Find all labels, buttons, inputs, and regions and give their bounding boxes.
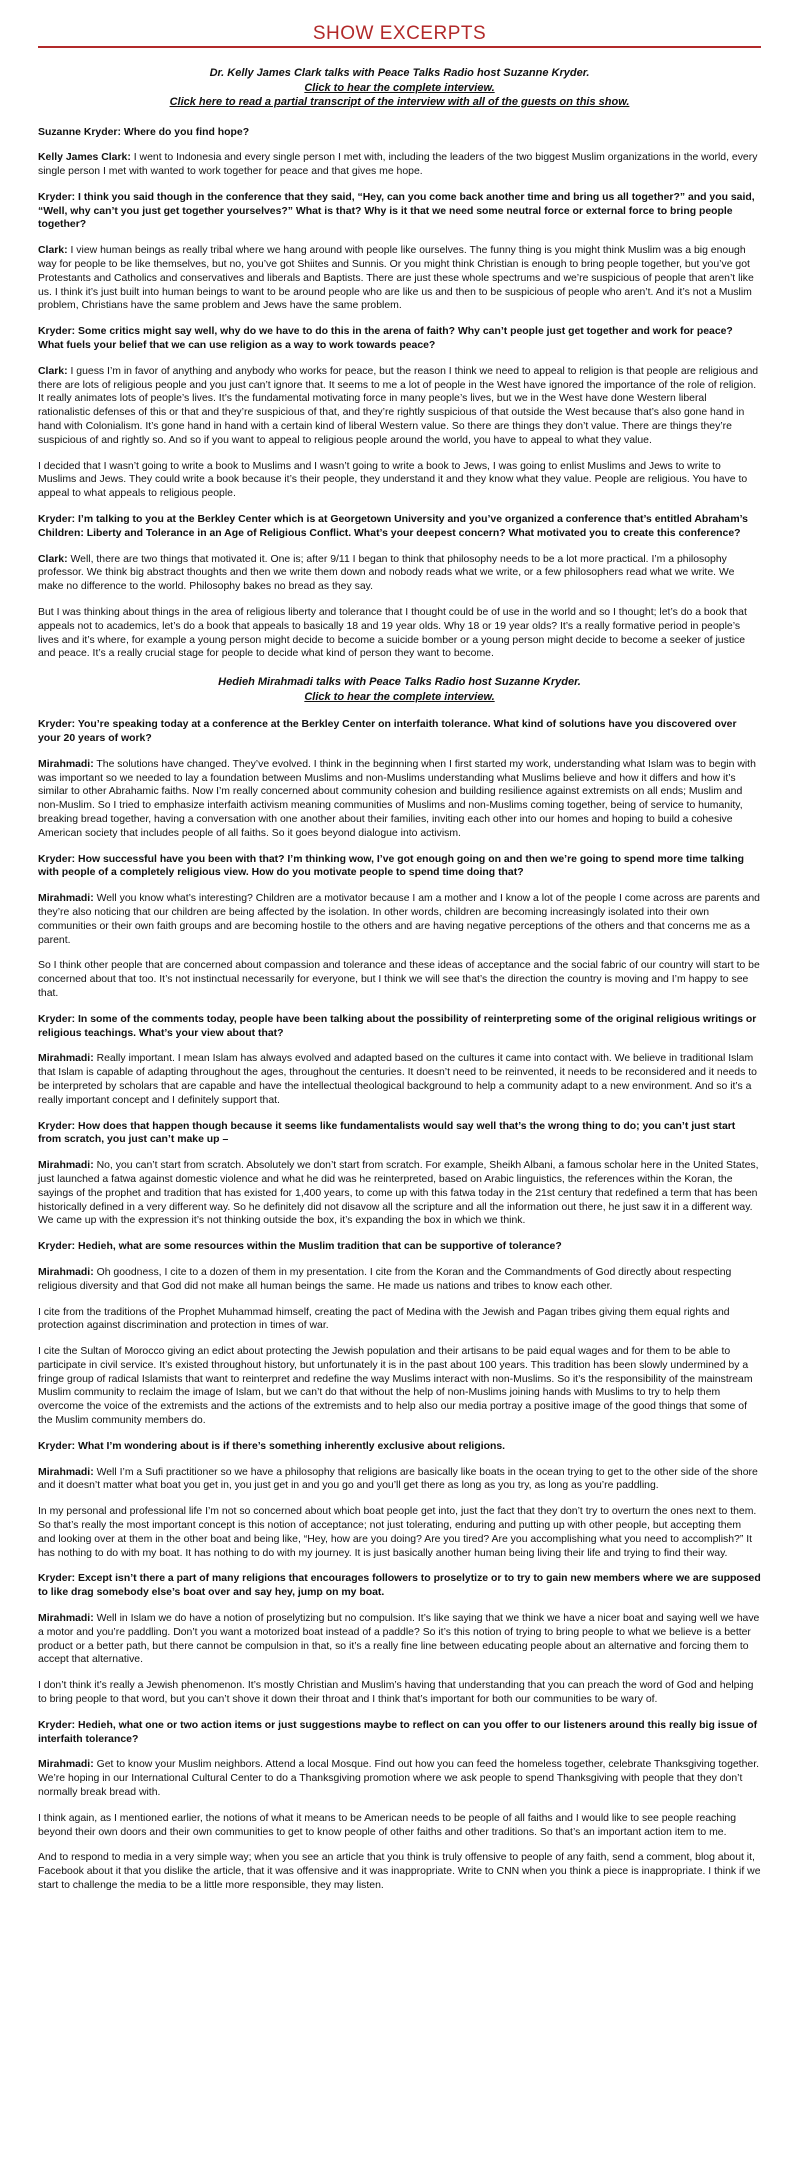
paragraph-text: I guess I’m in favor of anything and anybody who works for peace, but the reason I think we need to appeal to religion is that people are religious and there are lots of religious people and you just can’t ignore that. It seems to me a lot of people in the West have ignored the importance of the role of religion. It really animates lots of people’s lives. It’s the fundamental motivating force in many people’s lives, but we in the West have done Western liberal rationalistic defenses of this or that and they’re suspicious of that, and they’re rightly suspicious of that outside the West because that’s also gone hand in hand with Colonialism. It’s gone hand in hand with a certain kind of liberal Western value. So there are things they don’t value. There are things they’re suspicious of and rightly so. And so if you want to appeal to religious people around the world, you have to appeal to what they value. <box>38 365 759 446</box>
paragraph-text: In my personal and professional life I’m not so concerned about which boat people get into, just the fact that they don’t try to overturn the ones next to them. So that’s really the most important concept is this notion of acceptance; not just tolerating, enduring and putting up with other people, but accepting them and looking over at them in the other boat and being like, “Hey, how are you doing? Are you tired? Are you accomplishing what you need to accomplish?” It has nothing to do with my boat. It has nothing to do with my journey. It is just basically another human being living their life and trying to find their way. <box>38 1506 757 1559</box>
section2-heading: Hedieh Mirahmadi talks with Peace Talks Radio host Suzanne Kryder. <box>218 676 581 689</box>
paragraph-text: The solutions have changed. They’ve evolved. I think in the beginning when I first started my work, understanding what Islam was to begin with was important so we needed to lay a foundation between Muslims and non-Muslims understanding what Muslims believe and how it differs and how it’s similar to other Abrahamic faiths. Now I’m really concerned about community cohesion and building resilience against extremists on all ends; Muslim and non-Muslim. So I tried to emphasize interfaith activism meaning communities of Muslims and non-Muslims coming together, being of service to humanity, breaking bread together, having a conversation with one another about their families, inviting each other into our homes and hoping to build a cohesive American society that includes people of all faiths. So it goes beyond dialogue into activism. <box>38 758 756 839</box>
paragraph-text: No, you can’t start from scratch. Absolutely we don’t start from scratch. For example, Sheikh Albani, a famous scholar here in the United States, just launched a fatwa against domestic violence and what he did was he reinterpreted, based on Arabic linguistics, the references within the Koran, the sayings of the prophet and tradition that has existed for 1,400 years, to come up with this fatwa today in the 21st century that redefined a term that has been historically defined in a very different way. So he definitely did not disavow all the scripture and all the information out there, he just saw it in a different way. We came up with the expression it’s not thinking outside the box, it’s expanding the box in which we think. <box>38 1160 759 1227</box>
speaker-label: Clark: <box>38 245 68 257</box>
title-divider <box>38 46 761 48</box>
answer-paragraph <box>38 1851 761 1892</box>
paragraph-text: In some of the comments today, people have been talking about the possibility of reinterpreting some of the original religious writings or religious teachings. What’s your view about that? <box>38 1013 757 1039</box>
speaker-label: Mirahmadi: <box>38 1759 94 1771</box>
section1-heading: Dr. Kelly James Clark talks with Peace Talks Radio host Suzanne Kryder. <box>209 67 590 79</box>
header <box>38 0 761 48</box>
transcript-link[interactable]: Click here to read a partial transcript of the interview with all of the guests on this show. <box>169 96 630 108</box>
answer-paragraph <box>38 758 761 841</box>
paragraph-text: How does that happen though because it seems like fundamentalists would say well that’s the wrong thing to do; you can’t just start from scratch, you just can’t make up – <box>38 1120 736 1146</box>
speaker-label: Kryder: <box>38 1719 76 1731</box>
speaker-label: Clark: <box>38 365 68 377</box>
answer-paragraph <box>38 151 761 179</box>
answer-paragraph <box>38 460 761 501</box>
speaker-label: Kryder: <box>38 1440 76 1452</box>
speaker-label: Kryder: <box>38 719 76 731</box>
paragraph-text: Except isn’t there a part of many religions that encourages followers to proselytize or to try to gain new members where we are supposed to like drag somebody else’s boat over and say hey, jump on my boat. <box>38 1573 761 1599</box>
speaker-label: Mirahmadi: <box>38 1466 94 1478</box>
answer-paragraph <box>38 1758 761 1799</box>
answer-paragraph <box>38 959 761 1000</box>
page-title: SHOW EXCERPTS <box>312 23 487 44</box>
answer-paragraph <box>38 1306 761 1334</box>
paragraph-text: Some critics might say well, why do we have to do this in the arena of faith? Why can’t people just get together and work for peace? What fuels your belief that we can use religion as a way to work towards peace? <box>38 326 733 352</box>
speaker-label: Kryder: <box>38 1120 76 1132</box>
paragraph-text: So I think other people that are concerned about compassion and tolerance and these ideas of acceptance and the social fabric of our country will start to be concerned about that too. It’s not instinctual necessarily for everyone, but I think we will see that’s the direction the country is moving and I’m happy to see that. <box>38 960 760 999</box>
question-paragraph <box>38 1013 761 1041</box>
paragraph-text: Oh goodness, I cite to a dozen of them in my presentation. I cite from the Koran and the Commandments of God directly about respecting religious diversity and that God did not make all human beings the same. He made us nations and tribes to know each other. <box>38 1266 732 1292</box>
paragraph-text: Well I’m a Sufi practitioner so we have a philosophy that religions are basically like boats in the ocean trying to get to the other side of the shore and it doesn’t matter what boat you get in, you just get in and you go and you’ll get there as long as you try, as long as you’re paddling. <box>38 1466 758 1492</box>
paragraph-text: I went to Indonesia and every single person I met with, including the leaders of the two biggest Muslim organizations in the world, every single person I met with wanted to work together for peace and that gives me hope. <box>38 152 758 178</box>
speaker-label: Mirahmadi: <box>38 1053 94 1065</box>
answer-paragraph <box>38 1266 761 1294</box>
speaker-label: Kelly James Clark: <box>38 152 131 164</box>
question-paragraph <box>38 126 761 140</box>
paragraph-text: Get to know your Muslim neighbors. Attend a local Mosque. Find out how you can feed the homeless together, celebrate Thanksgiving together. We’re hoping in our International Cultural Center to do a Thanksgiving promotion where we ask people to spend Thanksgiving with people that they don’t normally break bread with. <box>38 1759 759 1799</box>
paragraph-text: But I was thinking about things in the area of religious liberty and tolerance that I thought could be of use in the world and so I thought; let’s do a book that appeals not to academics, let’s do a book that appeals to basically 18 and 19 year olds. Why 18 or 19 year olds? It’s a really formative period in people’s lives and it’s where, for example a young person might decide to become a suicide bomber or a young person might decide to become a seeker of justice and peace. It’s a really crucial stage for people to decide what kind of person they want to become. <box>38 607 747 660</box>
paragraph-text: I’m talking to you at the Berkley Center which is at Georgetown University and you’ve organized a conference that’s entitled Abraham’s Children: Liberty and Tolerance in an Age of Religious Conflict. What’s your deepest concern? What motivated you to create this conference? <box>38 514 748 539</box>
paragraph-text: You’re speaking today at a conference at the Berkley Center on interfaith tolerance. What kind of solutions have you discovered over your 20 years of work? <box>38 719 737 744</box>
speaker-label: Mirahmadi: <box>38 893 94 905</box>
answer-paragraph <box>38 892 761 947</box>
answer-paragraph <box>38 1466 761 1494</box>
answer-paragraph <box>38 1159 761 1228</box>
paragraph-text: Well you know what’s interesting? Children are a motivator because I am a mother and I know a lot of the people I come across are parents and they’re also noticing that our children are being affected by the isolation. In other words, children are becoming increasingly isolated into their own communities or their own faith groups and are becoming hostile to the others and are having negative perceptions of the others and that concerns me as a parent. <box>38 893 760 946</box>
speaker-label: Mirahmadi: <box>38 758 94 770</box>
paragraph-text: And to respond to media in a very simple way; when you see an article that you think is truly offensive to people of any faith, send a comment, blog about it, Facebook about it that you dislike the article, that it was offensive and it was inappropriate. Write to CNN when you think a piece is inappropriate. I think if we start to challenge the media to be a little more responsible, they may listen. <box>38 1852 761 1891</box>
speaker-label: Kryder: <box>38 1241 76 1253</box>
answer-paragraph <box>38 1612 761 1667</box>
paragraph-text: Hedieh, what one or two action items or just suggestions maybe to reflect on can you offer to our listeners around this really big issue of interfaith tolerance? <box>38 1719 758 1745</box>
speaker-label: Mirahmadi: <box>38 1613 94 1625</box>
paragraph-text: I think you said though in the conference that they said, “Hey, can you come back another time and bring us all together?” and you said, “Well, why can’t you just get together yourselves?” What is that? Why is it that we need some neutral force or external force to bring people together? <box>38 191 755 231</box>
speaker-label: Kryder: <box>38 1573 76 1585</box>
answer-paragraph <box>38 244 761 313</box>
paragraph-text: Really important. I mean Islam has always evolved and adapted based on the cultures it came into contact with. We believe in traditional Islam that Islam is capable of adapting throughout the ages, throughout the centuries. It doesn’t need to be reinvented, it needs to be reconsidered and it needs to be interpreted by scholars that are capable and have the intellectual theological background to help a community adapt to a new environment. And so it’s a really important concept and I definitely support that. <box>38 1053 757 1106</box>
answer-paragraph <box>38 1505 761 1560</box>
answer-paragraph <box>38 1052 761 1107</box>
paragraph-text: I don’t think it’s really a Jewish phenomenon. It’s mostly Christian and Muslim’s having that understanding that you can preach the word of God and helping to bring people to that word, but you can’t shove it down their throat and I think that’s important for both our communities to be wary of. <box>38 1680 754 1706</box>
paragraph-text: I think again, as I mentioned earlier, the notions of what it means to be American needs to be people of all faiths and I would like to see people reaching beyond their own doors and their own communities to get to know people of other faiths and other traditions. So that’s an important action item to me. <box>38 1812 737 1838</box>
speaker-label: Clark: <box>38 553 68 565</box>
speaker-label: Mirahmadi: <box>38 1160 94 1172</box>
section2-transcript <box>38 718 761 1893</box>
question-paragraph <box>38 1719 761 1747</box>
speaker-label: Kryder: <box>38 326 76 338</box>
hear-interview-link-2[interactable]: Click to hear the complete interview. <box>304 690 495 703</box>
section1-intro <box>38 66 761 110</box>
speaker-label: Kryder: <box>38 514 76 526</box>
answer-paragraph <box>38 1679 761 1707</box>
answer-paragraph <box>38 606 761 661</box>
question-paragraph <box>38 853 761 881</box>
section2-intro <box>38 675 761 704</box>
question-paragraph <box>38 191 761 232</box>
paragraph-text: I view human beings as really tribal where we hang around with people like ourselves. The funny thing is you might think Muslim was a big enough way for people to be like themselves, but no, you’ve got Shiites and Sunnis. Or you might think Christian is enough to bring people together, but you’ve got Protestants and Catholics and conservatives and liberals and Baptists. There are just these whole spectrums and we’re suspicious of people that aren’t like us. I think it’s just built into human beings to want to be around people who are like us and then to be suspicious of people who aren’t. And it’s not a Muslim problem, Christians have the same problem and Jews have the same problem. <box>38 245 754 312</box>
paragraph-text: What I’m wondering about is if there’s something inherently exclusive about religions. <box>78 1440 506 1452</box>
question-paragraph <box>38 1440 761 1454</box>
question-paragraph <box>38 1120 761 1148</box>
answer-paragraph <box>38 553 761 594</box>
speaker-label: Suzanne Kryder: <box>38 126 121 138</box>
section1-transcript <box>38 126 761 662</box>
paragraph-text: Where do you find hope? <box>123 126 250 138</box>
paragraph-text: Well in Islam we do have a notion of proselytizing but no compulsion. It’s like saying that we think we have a nicer boat and saying well we have a motor and you’re paddling. Don’t you want a motorized boat instead of a paddle? So it’s this notion of trying to bring people to what we believe is a better product or a better path, but there cannot be compulsion in that, so it’s a really fine line between educating people about an alternative and forcing them to accept that alternative. <box>38 1613 760 1666</box>
speaker-label: Kryder: <box>38 191 76 203</box>
question-paragraph <box>38 718 761 746</box>
paragraph-text: I decided that I wasn’t going to write a book to Muslims and I wasn’t going to write a book to Jews, I was going to enlist Muslims and Jews to write to Muslims and Jews. They could write a book because it’s their people, they understand it and they know what they value. People are religious. You have to appeal to what appeals to religious people. <box>38 460 748 500</box>
question-paragraph <box>38 1240 761 1254</box>
paragraph-text: Well, there are two things that motivated it. One is; after 9/11 I began to think that philosophy needs to be a lot more practical. I’m a philosophy professor. We think big abstract thoughts and then we write them down and nobody reads what we write, or a few philosophers read what we write. We make no difference to the world. Philosophy bakes no bread as they say. <box>38 553 735 593</box>
question-paragraph <box>38 1572 761 1600</box>
answer-paragraph <box>38 365 761 448</box>
speaker-label: Kryder: <box>38 1013 76 1025</box>
answer-paragraph <box>38 1345 761 1428</box>
paragraph-text: Hedieh, what are some resources within the Muslim tradition that can be supportive of tolerance? <box>78 1241 562 1253</box>
answer-paragraph <box>38 1812 761 1840</box>
hear-interview-link[interactable]: Click to hear the complete interview. <box>304 81 495 94</box>
speaker-label: Kryder: <box>38 853 76 865</box>
paragraph-text: I cite from the traditions of the Prophet Muhammad himself, creating the pact of Medina with the Jewish and Pagan tribes giving them equal rights and protection against discrimination and protection in times of war. <box>38 1306 730 1332</box>
question-paragraph <box>38 513 761 541</box>
paragraph-text: I cite the Sultan of Morocco giving an edict about protecting the Jewish population and their artisans to be paid equal wages and for them to be able to participate in civil service. It’s existed throughout history, but unfortunately it is in the past about 100 years. This tradition has been slowly undermined by a fringe group of radical Islamists that want to reinterpret and redefine the way Muslims interact with non-Muslims. So it’s the responsibility of the mainstream Muslim community to reclaim the image of Islam, but we can’t do that without the help of non-Muslims joining hands with Muslims to try to help them overcome the voice of the extremists and the actions of the extremists and to help also our media portray a positive image of the good things that some of the Muslim community members do. <box>38 1346 753 1427</box>
question-paragraph <box>38 325 761 353</box>
speaker-label: Mirahmadi: <box>38 1266 94 1278</box>
paragraph-text: How successful have you been with that? I’m thinking wow, I’ve got enough going on and then we’re going to spend more time talking with people of a completely religious view. How do you motivate people to spend time doing that? <box>38 853 744 879</box>
